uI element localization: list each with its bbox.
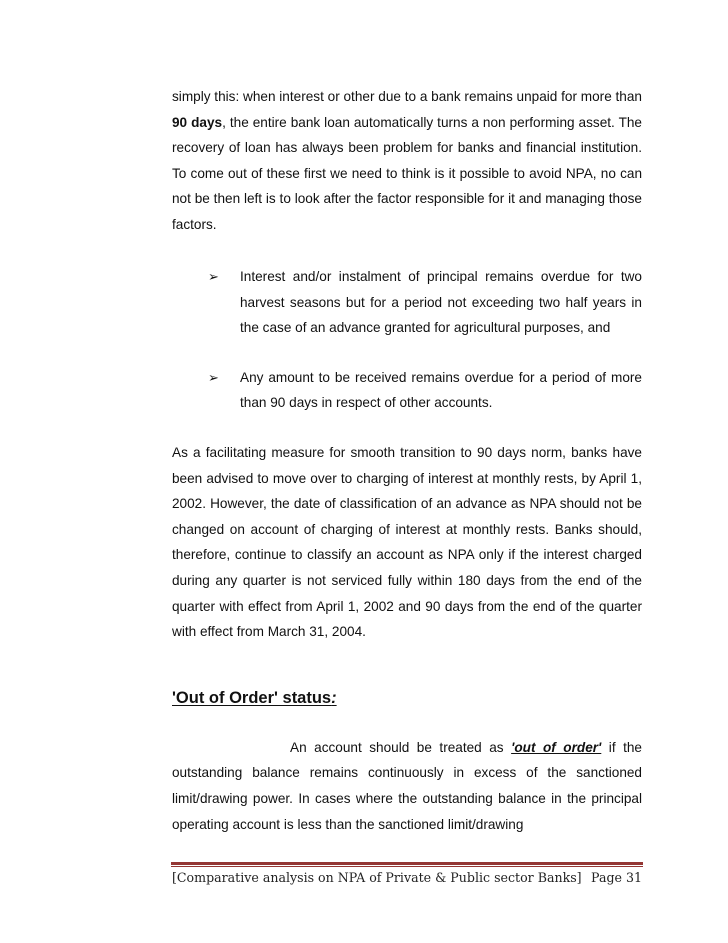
paragraph-text: simply this: when interest or other due to a bank remains unpaid for more than bbox=[172, 89, 642, 104]
bold-term: 90 days bbox=[172, 114, 223, 130]
paragraph-text: , the entire bank loan automatically turns a non performing asset. The recovery of loan has always been problem for banks and financial institution. To come out of these first we need to think is it possible to avoid NPA, no can not be then left is to look after the factor responsible for it and managing those factors. bbox=[172, 114, 642, 232]
list-item-text: Any amount to be received remains overdue for a period of more than 90 days in respect of other accounts. bbox=[240, 369, 642, 411]
paragraph-npa-intro bbox=[172, 84, 642, 238]
paragraph-text: An account should be treated as bbox=[290, 739, 512, 755]
list-item bbox=[172, 365, 642, 416]
paragraph-transition: As a facilitating measure for smooth transition to 90 days norm, banks have been advised to move over to charging of interest at monthly rests, by April 1, 2002. However, the date of classification of an advance as NPA should not be changed on account of charging of interest at monthly rests. Banks should, therefore, continue to classify an account as NPA only if the interest charged during any quarter is not serviced fully within 180 days from the end of the quarter with effect from April 1, 2002 and 90 days from the end of the quarter with effect from March 31, 2004. bbox=[172, 444, 642, 640]
footer-title: [Comparative analysis on NPA of Private & Public sector Banks] bbox=[172, 870, 582, 885]
arrow-bullet-icon: ➢ bbox=[208, 369, 219, 385]
paragraph-text: if the outstanding balance remains continuously in excess of the sanctioned limit/drawing power. In cases where the outstanding balance in the principal operating account is less than the sanctioned limit/drawing bbox=[172, 739, 642, 832]
footer-divider-thin bbox=[171, 866, 643, 867]
arrow-bullet-icon: ➢ bbox=[208, 269, 219, 284]
list-item bbox=[172, 264, 642, 341]
heading-text: 'Out of Order' status bbox=[172, 688, 332, 707]
footer-divider bbox=[171, 862, 643, 865]
list-item-text: Interest and/or instalment of principal remains overdue for two harvest seasons but for a period not exceeding two half years in the case of an advance granted for agricultural purposes, and bbox=[240, 269, 642, 336]
heading-colon: : bbox=[331, 688, 337, 707]
page-number: Page 31 bbox=[591, 870, 642, 885]
page-body bbox=[172, 84, 642, 837]
section-heading-out-of-order bbox=[172, 685, 642, 711]
emphasis-term: 'out of order' bbox=[511, 739, 602, 755]
paragraph-out-of-order bbox=[172, 735, 642, 837]
bullet-list bbox=[172, 264, 642, 416]
